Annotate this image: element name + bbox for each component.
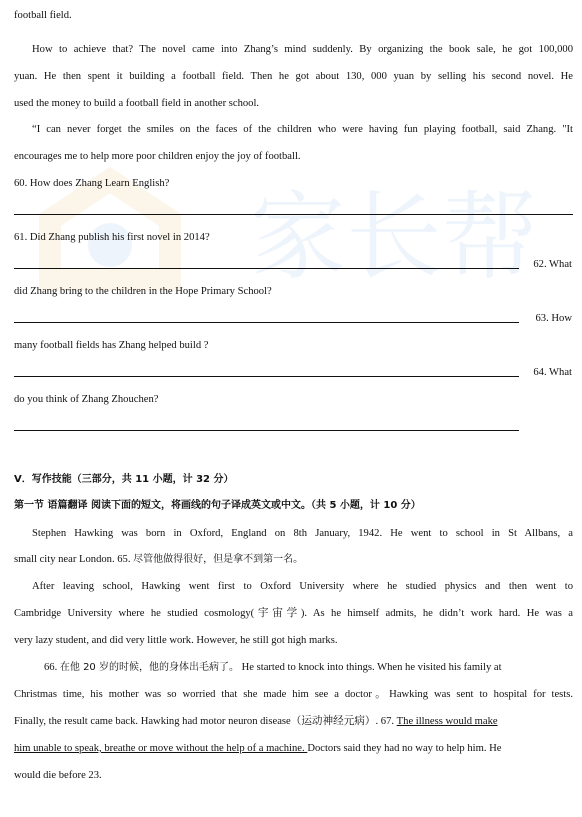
question-62: did Zhang bring to the children in the Hope Primary School? [14,286,272,297]
passage-text: 66. [44,662,60,673]
question-62-number: 62. What [533,259,572,270]
section-subheading: 第一节 语篇翻译 阅读下面的短文，将画线的句子译成英文或中文。（共 5 小题，计 10 分） [14,500,421,511]
passage-line: Christmas time, his mother was so worried that she made him see a doctor。Hawking was sent to hospital for tests. [14,689,573,700]
passage-line: used the money to build a football field in another school. [14,98,260,109]
passage-line [14,661,573,675]
passage-line: After leaving school, Hawking went first to Oxford University where he studied physics and then went to [32,581,573,592]
watermark-house-icon [50,180,170,280]
sentence-66: 在他 20 岁的时候，他的身体出毛病了。 [59,662,239,673]
passage-line: would die before 23. [14,770,102,781]
passage-line: “I can never forget the smiles on the faces of the children who were having fun playing football, said Zhang. "It [32,124,573,135]
watermark-text: 家长帮 [250,181,538,293]
question-63: many football fields has Zhang helped build ? [14,340,209,351]
passage-line: Cambridge University where he studied cosmology(宇宙学). As he himself admits, he didn’t work hard. He was a [14,608,573,619]
passage-line [14,553,573,567]
passage-line: yuan. He then spent it building a football field. Then he got about 130, 000 yuan by selling his second novel. He [14,71,573,82]
passage-text: Finally, the result came back. Hawking had motor neuron disease（运动神经元病）. 67. [14,716,397,727]
answer-line-60[interactable] [14,214,573,215]
passage-line [14,742,573,756]
sentence-67-continued: him unable to speak, breathe or move without the help of a machine. [14,743,308,754]
question-60: 60. How does Zhang Learn English? [14,178,170,189]
question-64-number: 64. What [533,367,572,378]
passage-line: How to achieve that? The novel came into Zhang’s mind suddenly. By organizing the book sale, he got 100,000 [32,44,573,55]
question-63-number: 63. How [535,313,572,324]
passage-line: Stephen Hawking was born in Oxford, England on 8th January, 1942. He went to school in St Allbans, a [32,528,573,539]
sentence-67: The illness would make [396,716,498,727]
answer-line-63[interactable] [14,376,519,377]
passage-line: encourages me to help more poor children enjoy the joy of football. [14,151,301,162]
passage-text: He started to knock into things. When he visited his family at [241,662,502,673]
section-heading: V．写作技能（三部分，共 11 小题，计 32 分） [14,474,234,485]
question-61: 61. Did Zhang publish his first novel in 2014? [14,232,210,243]
passage-text: small city near London. 65. [14,554,134,565]
passage-text: Doctors said they had no way to help him. He [307,743,502,754]
answer-line-64[interactable] [14,430,519,431]
sentence-65: 尽管他做得很好，但是拿不到第一名。 [133,554,304,565]
answer-line-62[interactable] [14,322,519,323]
question-64: do you think of Zhang Zhouchen? [14,394,159,405]
passage-line: football field. [14,10,72,21]
answer-line-61[interactable] [14,268,519,269]
passage-line: very lazy student, and did very little work. However, he still got high marks. [14,635,338,646]
passage-line [14,715,573,729]
